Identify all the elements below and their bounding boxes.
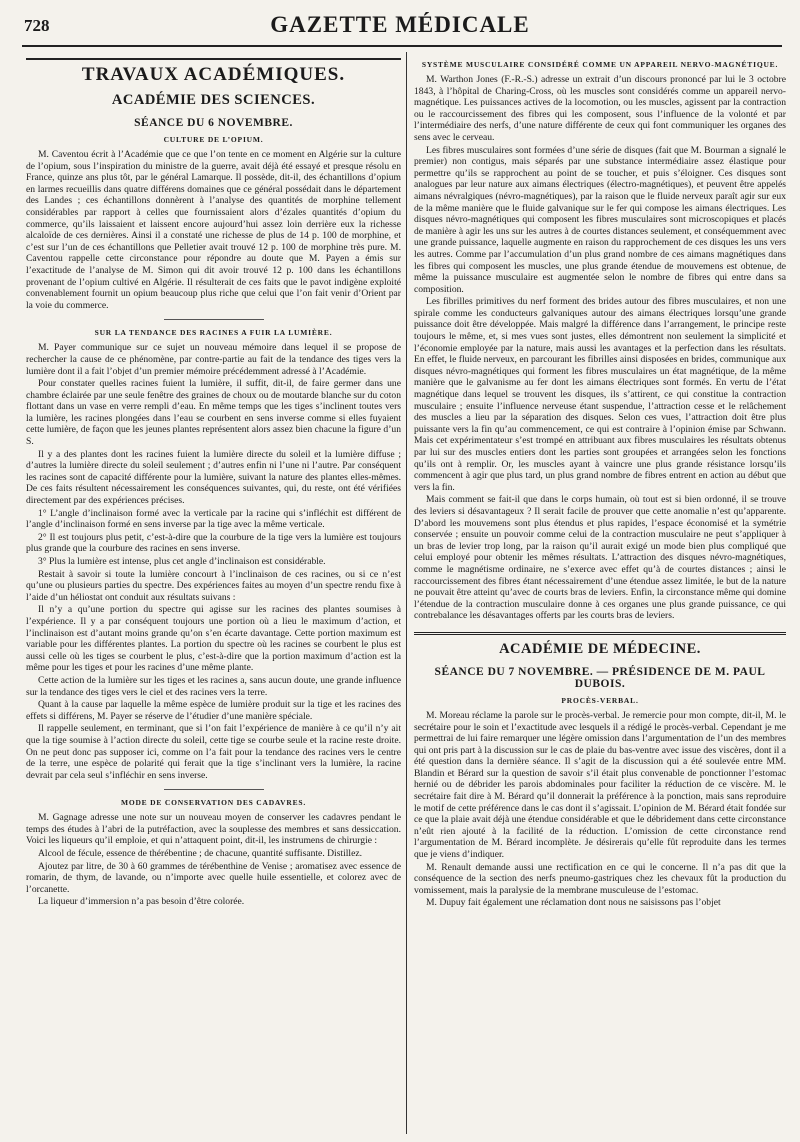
paragraph: Alcool de fécule, essence de thérébentine ; de chacune, quantité suffisante. Distillez.: [38, 848, 363, 860]
separator: [164, 789, 264, 790]
academy-title-medecine: ACADÉMIE DE MÉDECINE.: [499, 640, 701, 657]
article-heading-cadavres: MODE DE CONSERVATION DES CADAVRES.: [120, 798, 307, 808]
paragraph: M. Moreau réclame la parole sur le procès-verbal. Je remercie pour mon compte, dit-il, M. le secrétaire pour le soin et l’exactitude avec lesquels il a rédigé le procès-verbal. Cependant je me permettrai de lui faire remarquer une légère omission dans l’argumentation de l’un des membres qui ont pris part à la discussion sur le cas de plaie du bas-ventre avec issue des viscères, dont il a été question dans la dernière séance. Il s’agit de la discussion qui a été soulevée entre MM. Blandin et Bérard sur la question de savoir s’il était plus convenable de ponctionner l’estomac hernié ou de débrider les parois abdominales pour faciliter la réduction de ce viscère. M. le secrétaire fait dire à M. Bérard qu’il donnerait la préférence à la ponction, mais sans reproduire le motif de cette préférence dans le cas dont il s’agissait. L’opinion de M. Bérard était fondée sur ce que la plaie avait déjà une étendue considérable et que le débridement dans cette circonstance n’eût rien ajouté à la facilité de la réduction. L’omission de cette circonstance rend l’argumentation de M. Bérard incomplète. Je désirerais qu’elle fût reproduite dans les termes que je viens d’indiquer.: [414, 709, 786, 861]
paragraph: M. Payer communique sur ce sujet un nouveau mémoire dans lequel il se propose de rechercher la cause de ce phénomène, par contre-partie au fait de la tendance des tiges vers la lumière dont il a fait l’objet d’un premier mémoire précédemment adressé à l’Académie.: [26, 342, 401, 377]
paragraph: Les fibres musculaires sont formées d’une série de disques (fait que M. Bourman a signalé le premier) non contigus, mais séparés par une substance intermédiaire assez élastique pour permettre qu’ils se rapprochent au point de se toucher, et puis s’éloigner. Ces disques sont analogues par leur nature aux aimans électriques (électro-magnétiques), et peuvent être appelés aimans névralgiques (névro-magnétiques), par la raison que le fluide nerveux paraît agir sur eux de la même manière que le fluide galvanique sur le fer qui compose les aimans électriques. Les disques névro-magnétiques qui composent les fibres musculaires sont microscopiques et placés de manière à agir les uns sur les autres à de courtes distances seulement, et conséquemment avec une grande puissance, laquelle augmente en raison du rapprochement de ces disques les uns vers les autres. Comme par l’accumulation d’un plus grand nombre de ces aimans magnétiques dans les fibres qui composent les muscles, une plus grande étendue de mouvemens est obtenue, de même la puissance musculaire est augmentée selon le nombre de fibres qui entre dans sa composition.: [414, 144, 786, 295]
academy-title: ACADÉMIE DES SCIENCES.: [111, 92, 316, 108]
paragraph: M. Warthon Jones (F.-R.-S.) adresse un extrait d’un discours prononcé par lui le 3 octobre 1843, à l’hôpital de Charing-Cross, où les muscles sont considérés comme un appareil nervo-magnétique. Les puissances actives de la locomotion, ou les muscles, agissent par la contraction ou le raccourcissement des fibres qui les composent, sous l’influence de la volonté et par l’intermédiaire des nerfs, d’une nature différente de ceux qui font communiquer les organes des sens avec le cerveau.: [414, 74, 786, 143]
page-number: 728: [24, 16, 50, 35]
paragraph: Pour constater quelles racines fuient la lumière, il suffit, dit-il, de faire germer dans une chambre éclairée par une seule fenêtre des graines de choux ou de moutarde blanche sur du coton flottant dans un vase en verre rempli d’eau. En même temps que les tiges s’inclinent toutes vers la lumière, les racines plongées dans l’eau se courbent en sens inverse comme si elles fuyaient cette lumière, de façon que les jeunes plantes représentent alors assez bien chacune la figure d’un S.: [26, 378, 401, 448]
paragraph: Les fibrilles primitives du nerf forment des brides autour des fibres musculaires, et non une spirale comme les conducteurs galvaniques autour des aimans électriques lorsqu’une grande puissance doit être développée. Mais malgré la différence dans l’arrangement, le principe reste toujours le même, et, si mes vues sont justes, elles démontrent non seulement la simplicité et l’économie employée par la nature, mais aussi les avantages et la perfection dans les résultats. En effet, le fluide nerveux, en parcourant les fibrilles ainsi disposées en brides, communique aux disques névro-magnétiques qui forment les fibres musculaires un état magnétique, de la même manière que le galvanisme au fer dont les aimans électriques sont formés. En vertu de l’état magnétique dans lequel se trouvent les disques, ils s’attirent, ce qui constitue la contraction musculaire ; ensuite l’influence nerveuse étant suspendue, l’attraction cesse et le relâchement des muscles a lieu par la séparation des disques. Selon ces vues, l’attraction doit être plus puissante vers la fin qu’au commencement, ce qui est contraire à l’opinion émise par Schwann. Mais cet expérimentateur s’est trompé en attribuant aux fibres musculaires les résultats obtenus par lui sur des muscles entiers dont les parties sont groupées et arrangées selon les fonctions qu’ils ont à remplir. Or, les muscles ayant à vaincre une plus grande résistance lorsqu’ils commencent à agir que plus tard, un plus grand nombre de fibres entrent en action au début que vers la fin.: [414, 296, 786, 493]
paragraph: M. Caventou écrit à l’Académie que ce que l’on tente en ce moment en Algérie sur la culture de l’opium, sous l’inspiration du ministre de la guerre, avait déjà été essayé et presque résolu en France, quinze ans plus tôt, par le général Lamarque. Il possède, dit-il, des échantillons d’opium en larmes recueillis dans quatre différens domaines que ce général possédait dans le département des Landes ; ces échantillons donnèrent à l’analyse des quantités de morphine tellement considérables par rapport à celles que fournissaient alors d’ézales quantités d’opium du commerce, qu’ils laissaient et laissent encore aujourd’hui assez loin derrière eux la richesse alcaloïde de ces dernières. Ainsi il a constaté une richesse de plus de 14 p. 100 de morphine, et c’est sur l’un de ces échantillons que Pelletier avait trouvé 12 p. 100 de morphine très pure. M. Caventou rappelle cette circonstance pour répondre au doute que M. Payen a émis sur l’exactitude de l’analyse de M. Simon qui dit avoir trouvé 12 p. 100 dans les échantillons provenant de l’opium cultivé en Algérie. Il résulterait de ces faits que le pavot indigène exploité convenablement fournit un opium beaucoup plus riche que celui que l’on fait venir d’Orient par la voie du commerce.: [26, 149, 401, 311]
masthead: GAZETTE MÉDICALE: [270, 12, 530, 37]
column-divider: [406, 52, 407, 1134]
session-title: SÉANCE DU 6 NOVEMBRE.: [134, 117, 293, 129]
paragraph: Ajoutez par litre, de 30 à 60 grammes de térébenthine de Venise ; aromatisez avec essence de romarin, de thym, de lavande, ou n’importe avec quelle huile essentielle, et colorez avec de l’orcanette.: [26, 860, 401, 895]
right-column: [414, 54, 786, 1134]
paragraph: La liqueur d’immersion n’a pas besoin d’être colorée.: [38, 896, 245, 908]
article-heading-racines: SUR LA TENDANCE DES RACINES A FUIR LA LUMIÈRE.: [94, 328, 333, 338]
paragraph: M. Renault demande aussi une rectification en ce qui le concerne. Il n’a pas dit que la conséquence de la section des nerfs pneumo-gastriques chez les chevaux fût la production du vomissement, mais la paralysie de la membrane musculeuse de l’estomac.: [414, 861, 786, 896]
paragraph: Il rappelle seulement, en terminant, que si l’on fait l’expérience de manière à ce qu’il n’y ait que la tige soumise à l’action directe du soleil, cette tige se courbe seule et la racine reste droite. On ne peut donc pas supposer ici, comme on l’a fait pour la tendance des racines vers le centre de la terre, une espèce de polarité qui ferait que la tige s’inclinant vers la lumière, la racine devrait par cela seul s’infléchir en sens inverse.: [26, 723, 401, 781]
paragraph: Restait à savoir si toute la lumière concourt à l’inclinaison de ces racines, ou si ce n’est qu’une ou plusieurs parties du spectre. Des expériences faites au moyen d’un spectre rendu fixe à l’aide d’un héliostat ont conduit aux résultats suivans :: [26, 568, 401, 603]
separator: [164, 319, 264, 320]
paragraph: Quant à la cause par laquelle la même espèce de lumière produit sur la tige et les racines des effets si différens, M. Payer se réserve de l’étudier d’une manière spéciale.: [26, 699, 401, 722]
paragraph: Cette action de la lumière sur les tiges et les racines a, sans aucun doute, une grande influence sur la tendance des tiges vers le ciel et des racines vers la terre.: [26, 674, 401, 698]
left-column: [26, 54, 401, 1134]
paragraph: Mais comment se fait-il que dans le corps humain, où tout est si bien ordonné, il se trouve des leviers si désavantageux ? Il serait facile de prouver que cette anomalie n’est qu’apparente. D’abord les mouvemens sont plus étendus et plus rapides, l’espace économisé et la symétrie conservée ; ensuite un pouvoir comme celui de la contraction musculaire ne peut s’appliquer à un bras de levier trop long, par la raison qu’il aurait exigé un mode bien plus compliqué que celui employé pour obtenir les mêmes résultats. L’attraction des disques névro-magnétiques, comme le magnétisme ordinaire, ne s’exerce avec effet qu’à de courtes distances ; ainsi le raccourcissement des fibres étant nécessairement d’une étendue assez limitée, le but de la nature ne pouvait être atteint qu’avec de courts bras de leviers. Enfin, la circonstance même qui domine l’étendue de la contraction musculaire donne à ces organes une plus grande puissance, ce qui contrebalance les désavantages offerts par les courts bras de leviers.: [414, 494, 786, 622]
paragraph: Il n’y a qu’une portion du spectre qui agisse sur les racines des plantes soumises à l’expérience. Il y a par conséquent toujours une portion où a lieu le maximum d’action, et l’inclinaison est d’autant moins grande qu’on s’en écarte davantage. Cette portion maximum est variable pour les différentes plantes. La portion du spectre où les racines se courbent le plus est aussi celle où les tiges se courbent le plus, c’est-à-dire que la portion maximum d’action est la même pour les tiges et pour les racines d’une même plante.: [26, 604, 401, 674]
paragraph: 3° Plus la lumière est intense, plus cet angle d’inclinaison est considérable.: [38, 556, 326, 567]
article-heading-proces-verbal: PROCÈS-VERBAL.: [561, 695, 639, 705]
page-header: [0, 0, 800, 44]
article-heading-systeme-musculaire: SYSTÈME MUSCULAIRE CONSIDÉRÉ COMME UN APPAREIL NERVO-MAGNÉTIQUE.: [421, 60, 779, 69]
header-rule: [22, 45, 782, 47]
paragraph: 2° Il est toujours plus petit, c’est-à-dire que la courbure de la tige vers la lumière est toujours plus grande que la courbure des racines en sens inverse.: [26, 531, 401, 555]
paragraph: 1° L’angle d’inclinaison formé avec la verticale par la racine qui s’infléchit est différent de l’angle d’inclinaison formé en sens inverse par la tige avec la même verticale.: [26, 507, 401, 531]
paragraph: Il y a des plantes dont les racines fuient la lumière directe du soleil et la lumière diffuse ; d’autres la lumière directe du soleil seulement ; d’autres enfin ni l’une ni l’autre. Par conséquent les racines sont de capacité différente pour la lumière, suivant la nature des plantes elles-mêmes. De ces faits résultent nécessairement les conséquences suivantes, qui, du reste, ont été vérifiées directement par des expériences précises.: [26, 448, 401, 507]
section-title: TRAVAUX ACADÉMIQUES.: [26, 58, 401, 86]
article-heading-opium: CULTURE DE L’OPIUM.: [163, 135, 264, 144]
paragraph: M. Dupuy fait également une réclamation dont nous ne saisissons pas l’objet: [426, 897, 721, 909]
paragraph: M. Gagnage adresse une note sur un nouveau moyen de conserver les cadavres pendant le temps des études à l’abri de la putréfaction, avec la souplesse des membres et sans dessiccation. Voici les liqueurs qu’il emploie, et qui n’attaquent point, dit-il, les instrumens de chirurgie :: [26, 812, 401, 847]
session-title-medecine: SÉANCE DU 7 NOVEMBRE. — PRÉSIDENCE DE M. PAUL DUBOIS.: [434, 665, 766, 690]
section-rule: [414, 632, 786, 635]
